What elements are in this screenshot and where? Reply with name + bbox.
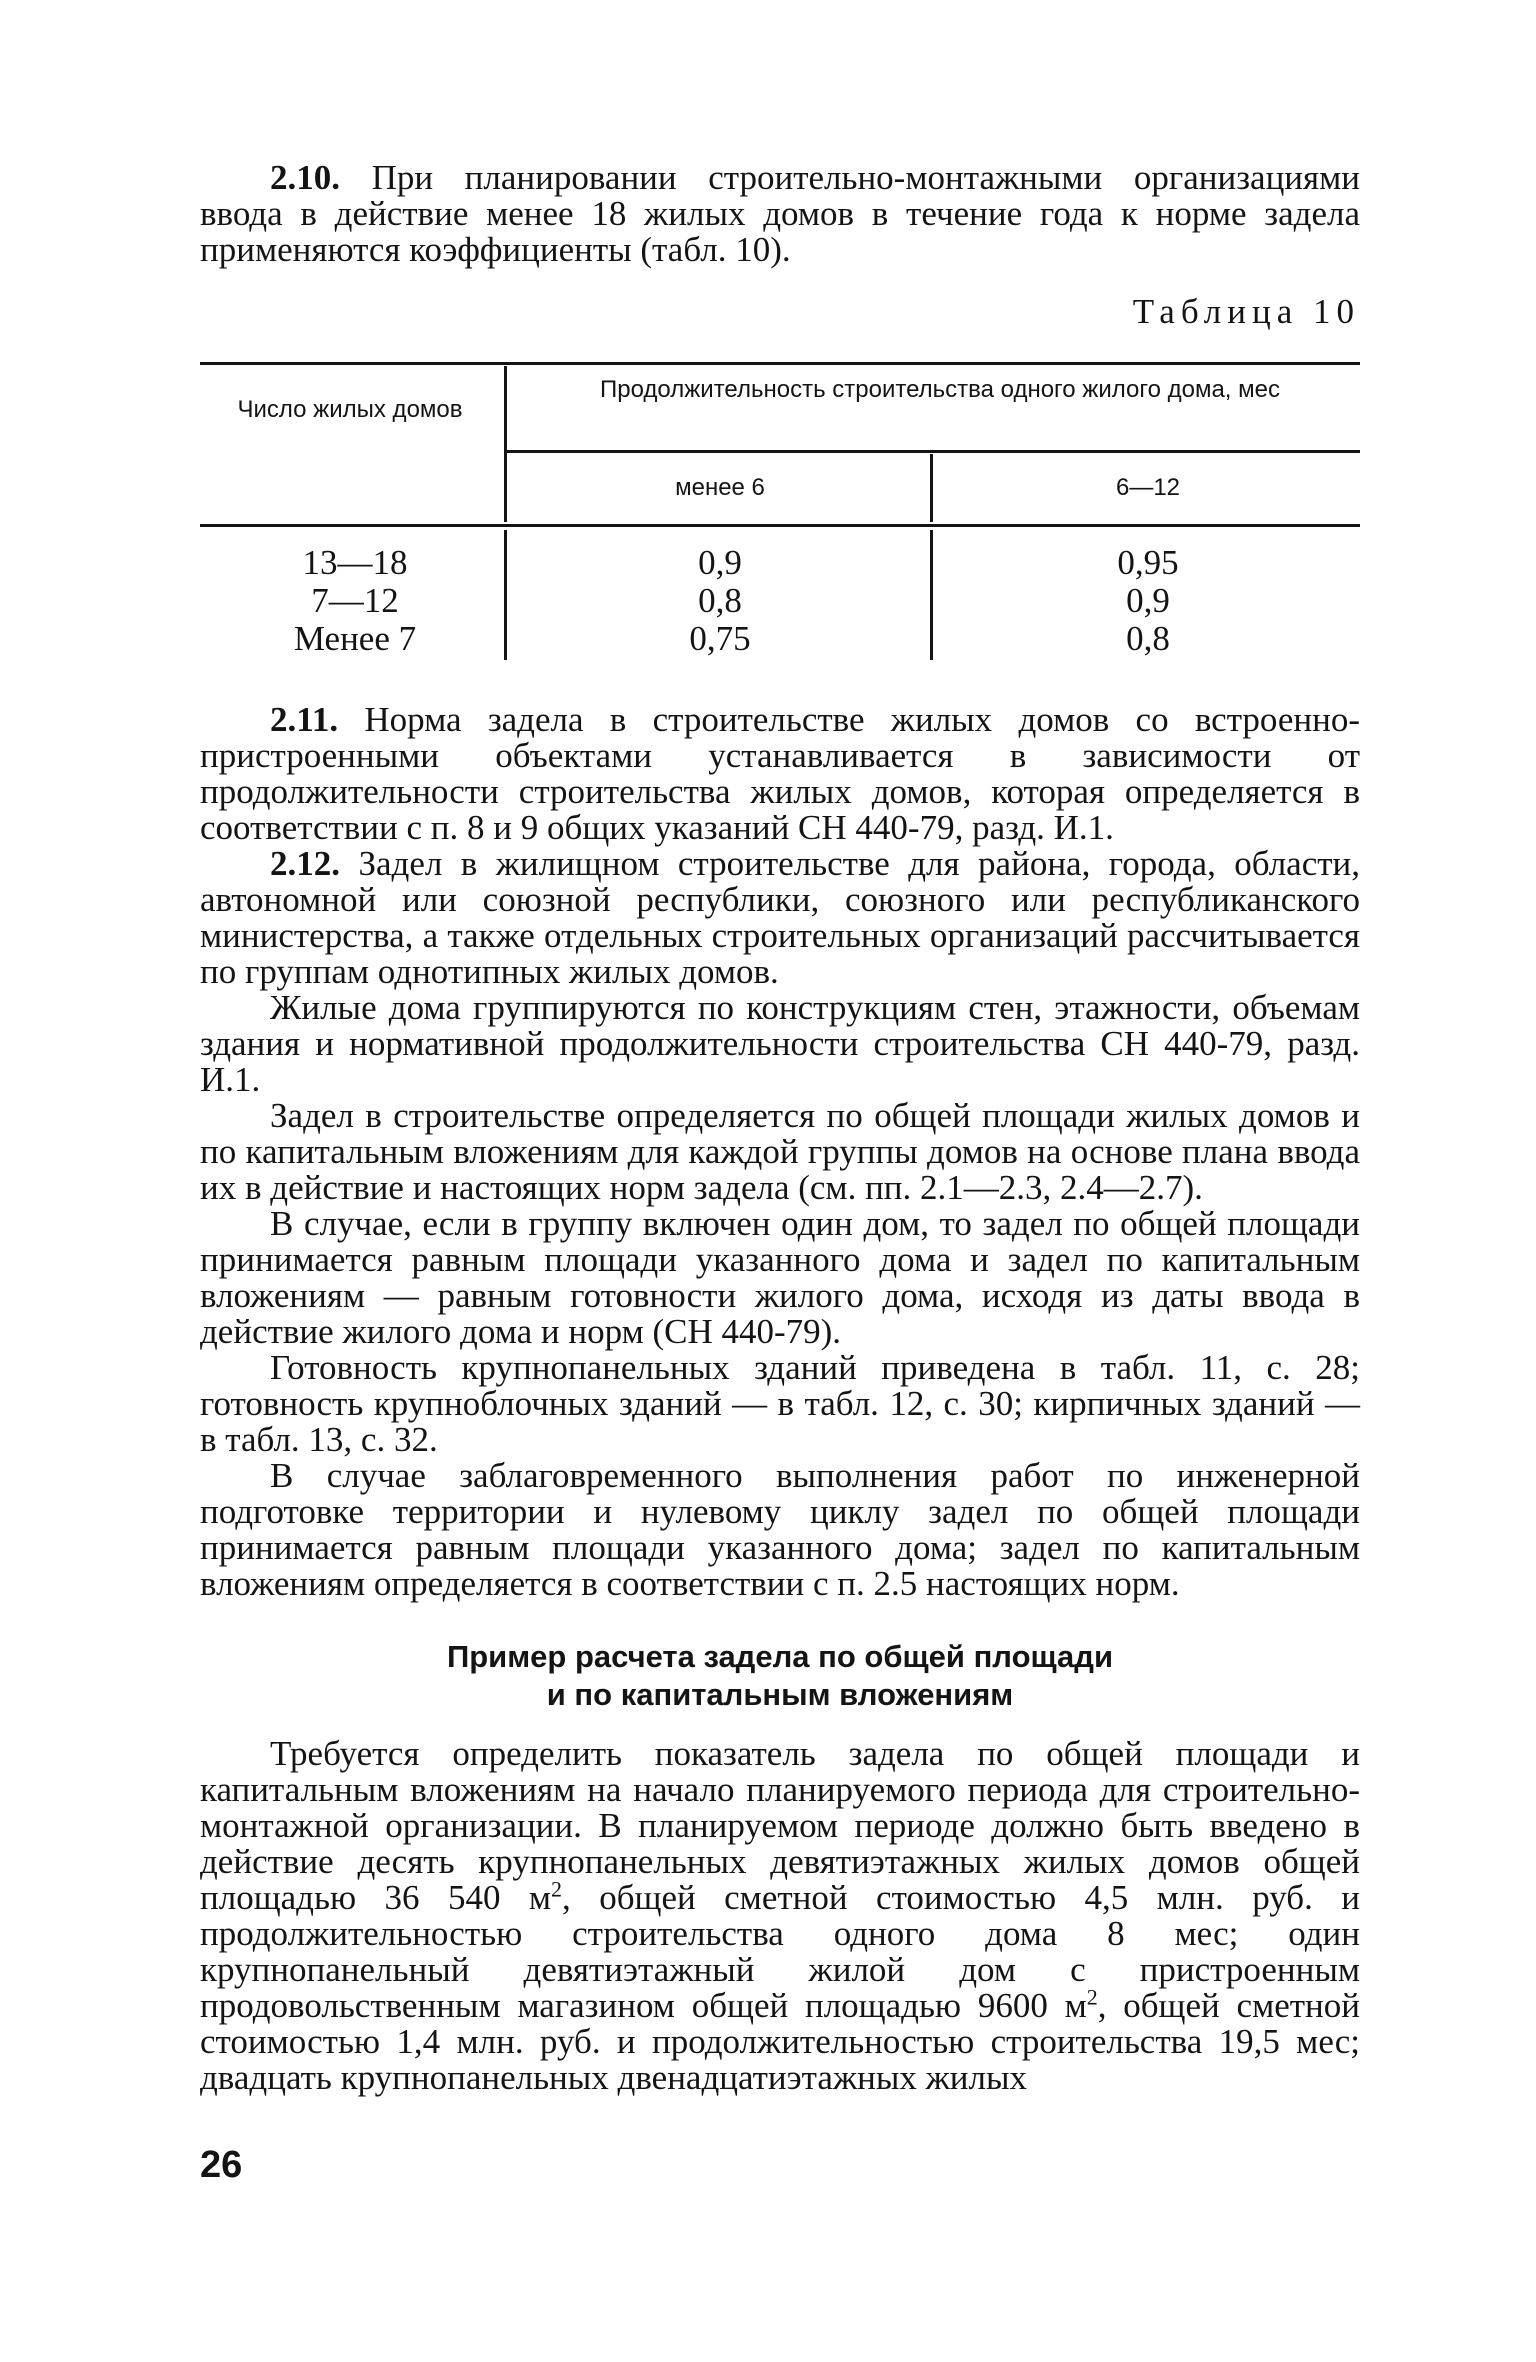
table-top-rule bbox=[200, 362, 1360, 365]
paragraph-definition: Задел в строительстве определяется по общей площади жилых домов и по капитальным вложениям для каждой группы домов на основе плана ввода их в действие и настоящих норм задела (см. пп. 2.1—2.3, 2.4—2.7). bbox=[200, 1096, 1360, 1207]
heading-line-1: Пример расчета задела по общей площади bbox=[446, 1639, 1114, 1674]
example-text: , общей сметной стоимостью 1,4 млн. руб. и продолжительностью строительства 19,5 мес; двадцать крупнопанельных двенадцатиэтажных жилых bbox=[200, 1986, 1361, 2097]
table-cell: 0,9 bbox=[1126, 581, 1170, 620]
paragraph-number: 2.10. bbox=[270, 158, 340, 197]
table-cell: 0,9 bbox=[698, 543, 742, 582]
column-house-count bbox=[220, 544, 490, 658]
page-content bbox=[200, 160, 1360, 2096]
table-body-rule bbox=[200, 524, 1360, 527]
heading-line-2: и по капитальным вложениям bbox=[546, 1677, 1014, 1712]
superscript: 2 bbox=[551, 1876, 563, 1902]
paragraph-2-12 bbox=[200, 846, 1360, 990]
table-cell: 7—12 bbox=[311, 581, 399, 620]
example-text: , общей сметной стоимостью 4,5 млн. руб. и продолжительностью строительства одного дома 8 мес; один крупнопанельный девятиэтажный жилой дом с пристроенным продовольственным магазином общей площадью 9600 м bbox=[200, 1878, 1360, 2025]
superscript: 2 bbox=[1086, 1984, 1098, 2010]
paragraph-text: Задел в жилищном строительстве для района, города, области, автономной или союзной республики, союзного или республиканского министерства, а также отдельных строительных организаций рассчитывается по группам однотипных жилых домов. bbox=[200, 844, 1361, 991]
subheader-6-12: 6—12 bbox=[1115, 474, 1181, 501]
paragraph-number: 2.11. bbox=[270, 700, 339, 739]
paragraph-text: При планировании строительно-монтажными организациями ввода в действие менее 18 жилых домов в течение года к норме задела применяются коэффициенты (табл. 10). bbox=[200, 158, 1361, 269]
paragraph-number: 2.12. bbox=[270, 844, 340, 883]
paragraph-early-works: В случае заблаговременного выполнения работ по инженерной подготовке территории и нулевому циклу задел по общей площади принимается равным площади указанного дома; задел по капитальным вложениям определяется в соответствии с п. 2.5 настоящих норм. bbox=[200, 1456, 1360, 1603]
table-divider bbox=[504, 530, 507, 660]
paragraph-2-11 bbox=[200, 702, 1360, 846]
table-cell: 0,8 bbox=[698, 581, 742, 620]
col-header-count: Число жилых домов bbox=[237, 396, 463, 423]
col-header-duration: Продолжительность строительства одного жилого дома, мес bbox=[600, 376, 1280, 403]
table-caption: Таблица 10 bbox=[1132, 292, 1360, 331]
paragraph-example bbox=[200, 1736, 1360, 2096]
table-divider bbox=[504, 366, 507, 522]
table-cell: 13—18 bbox=[302, 543, 408, 582]
table-divider bbox=[930, 454, 933, 522]
paragraph-readiness: Готовность крупнопанельных зданий приведена в табл. 11, с. 28; готовность крупноблочных зданий — в табл. 12, с. 30; кирпичных зданий — в табл. 13, с. 32. bbox=[200, 1348, 1360, 1459]
paragraph-single-house: В случае, если в группу включен один дом, то задел по общей площади принимается равным площади указанного дома и задел по капитальным вложениям — равным готовности жилого дома, исходя из даты ввода в действие жилого дома и норм (СН 440-79). bbox=[200, 1204, 1360, 1351]
column-less-6 bbox=[510, 544, 930, 658]
paragraph-2-10 bbox=[200, 160, 1360, 268]
table-header-rule bbox=[506, 450, 1360, 453]
column-6-12 bbox=[936, 544, 1360, 658]
table-cell: 0,8 bbox=[1126, 619, 1170, 658]
table-cell: 0,95 bbox=[1117, 543, 1179, 582]
paragraph-grouping: Жилые дома группируются по конструкциям стен, этажности, объемам здания и нормативной продолжительности строительства СН 440-79, разд. И.1. bbox=[200, 988, 1360, 1099]
table-cell: Менее 7 bbox=[293, 619, 417, 658]
table-cell: 0,75 bbox=[689, 619, 751, 658]
section-heading bbox=[200, 1638, 1360, 1714]
subheader-less-6: менее 6 bbox=[675, 474, 765, 501]
page-number: 26 bbox=[200, 2144, 243, 2186]
example-text: Требуется определить показатель задела по общей площади и капитальным вложениям на начало планируемого периода для строительно-монтажной организации. В планируемом периоде должно быть введено в действие десять крупнопанельных девятиэтажных жилых домов общей площадью 36 540 м bbox=[200, 1734, 1360, 1917]
table-divider bbox=[930, 530, 933, 660]
paragraph-text: Норма задела в строительстве жилых домов со встроенно-пристроенными объектами устанавливается в зависимости от продолжительности строительства жилых домов, которая определяется в соответствии с п. 8 и 9 общих указаний СН 440-79, разд. И.1. bbox=[200, 700, 1360, 847]
table-10 bbox=[200, 362, 1360, 702]
